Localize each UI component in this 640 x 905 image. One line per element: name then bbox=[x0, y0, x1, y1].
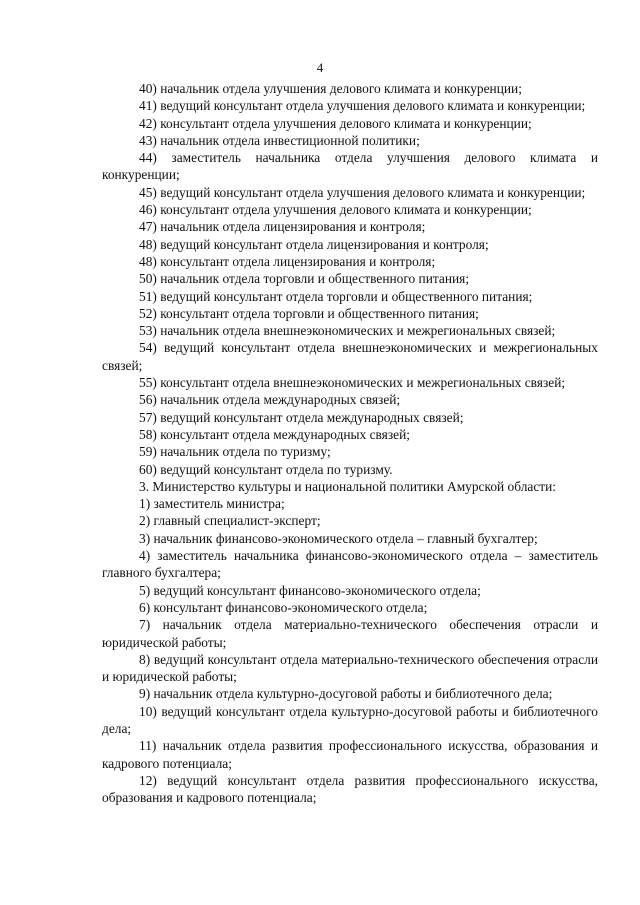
list-item: 12) ведущий консультант отдела развития профессионального искусства, образования и кадрового потенциала; bbox=[102, 772, 598, 806]
list-item: 2) главный специалист-эксперт; bbox=[139, 513, 321, 529]
text-block bbox=[102, 80, 598, 806]
list-item: 48) консультант отдела лицензирования и контроля; bbox=[139, 253, 436, 269]
list-item: 58) консультант отдела международных связей; bbox=[139, 426, 410, 442]
list-item: 5) ведущий консультант финансово-экономического отдела; bbox=[139, 582, 481, 598]
list-item: 44) заместитель начальника отдела улучшения делового климата и конкуренции; bbox=[102, 150, 598, 183]
list-item: 54) ведущий консультант отдела внешнеэкономических и межрегиональных связей; bbox=[102, 340, 598, 373]
list-item: 51) ведущий консультант отдела торговли и общественного питания; bbox=[139, 288, 533, 304]
list-item: 47) начальник отдела лицензирования и контроля; bbox=[139, 219, 426, 235]
list-item: 46) консультант отдела улучшения делового климата и конкуренции; bbox=[139, 202, 532, 218]
list-item: 53) начальник отдела внешнеэкономических и межрегиональных связей; bbox=[139, 323, 556, 339]
list-item: 9) начальник отдела культурно-досуговой работы и библиотечного дела; bbox=[139, 686, 553, 702]
list-item: 43) начальник отдела инвестиционной политики; bbox=[139, 132, 420, 148]
list-item: 11) начальник отдела развития профессионального искусства, образования и кадрового потенциала; bbox=[102, 738, 598, 771]
list-item: 3) начальник финансово-экономического отдела – главный бухгалтер; bbox=[139, 530, 538, 546]
list-item: 52) консультант отдела торговли и общественного питания; bbox=[139, 305, 479, 321]
list-item: 6) консультант финансово-экономического отдела; bbox=[139, 599, 428, 615]
page-number: 4 bbox=[316, 60, 324, 75]
list-item: 55) консультант отдела внешнеэкономических и межрегиональных связей; bbox=[139, 375, 566, 391]
list-item: 56) начальник отдела международных связей; bbox=[139, 392, 401, 408]
list-item: 40) начальник отдела улучшения делового климата и конкуренции; bbox=[139, 81, 522, 96]
list-item: 59) начальник отдела по туризму; bbox=[139, 444, 331, 460]
list-item: 8) ведущий консультант отдела материально-технического обеспечения отрасли и юридической работы; bbox=[102, 651, 598, 685]
list-item: 45) ведущий консультант отдела улучшения делового климата и конкуренции; bbox=[139, 184, 586, 200]
list-item: 7) начальник отдела материально-технического обеспечения отрасли и юридической работы; bbox=[102, 617, 598, 650]
list-item: 48) ведущий консультант отдела лицензирования и контроля; bbox=[139, 236, 489, 252]
list-item: 1) заместитель министра; bbox=[139, 496, 285, 512]
list-item: 10) ведущий консультант отдела культурно-досуговой работы и библиотечного дела; bbox=[102, 703, 598, 736]
list-item: 4) заместитель начальника финансово-экономического отдела – заместитель главного бухгалтера; bbox=[102, 548, 598, 581]
list-item: 60) ведущий консультант отдела по туризму. bbox=[139, 461, 393, 477]
list-item: 50) начальник отдела торговли и общественного питания; bbox=[139, 271, 470, 287]
section-heading: 3. Министерство культуры и национальной политики Амурской области: bbox=[139, 478, 557, 494]
list-item: 57) ведущий консультант отдела международных связей; bbox=[139, 409, 464, 425]
list-item: 41) ведущий консультант отдела улучшения делового климата и конкуренции; bbox=[139, 98, 586, 114]
list-item: 42) консультант отдела улучшения делового климата и конкуренции; bbox=[139, 115, 532, 131]
